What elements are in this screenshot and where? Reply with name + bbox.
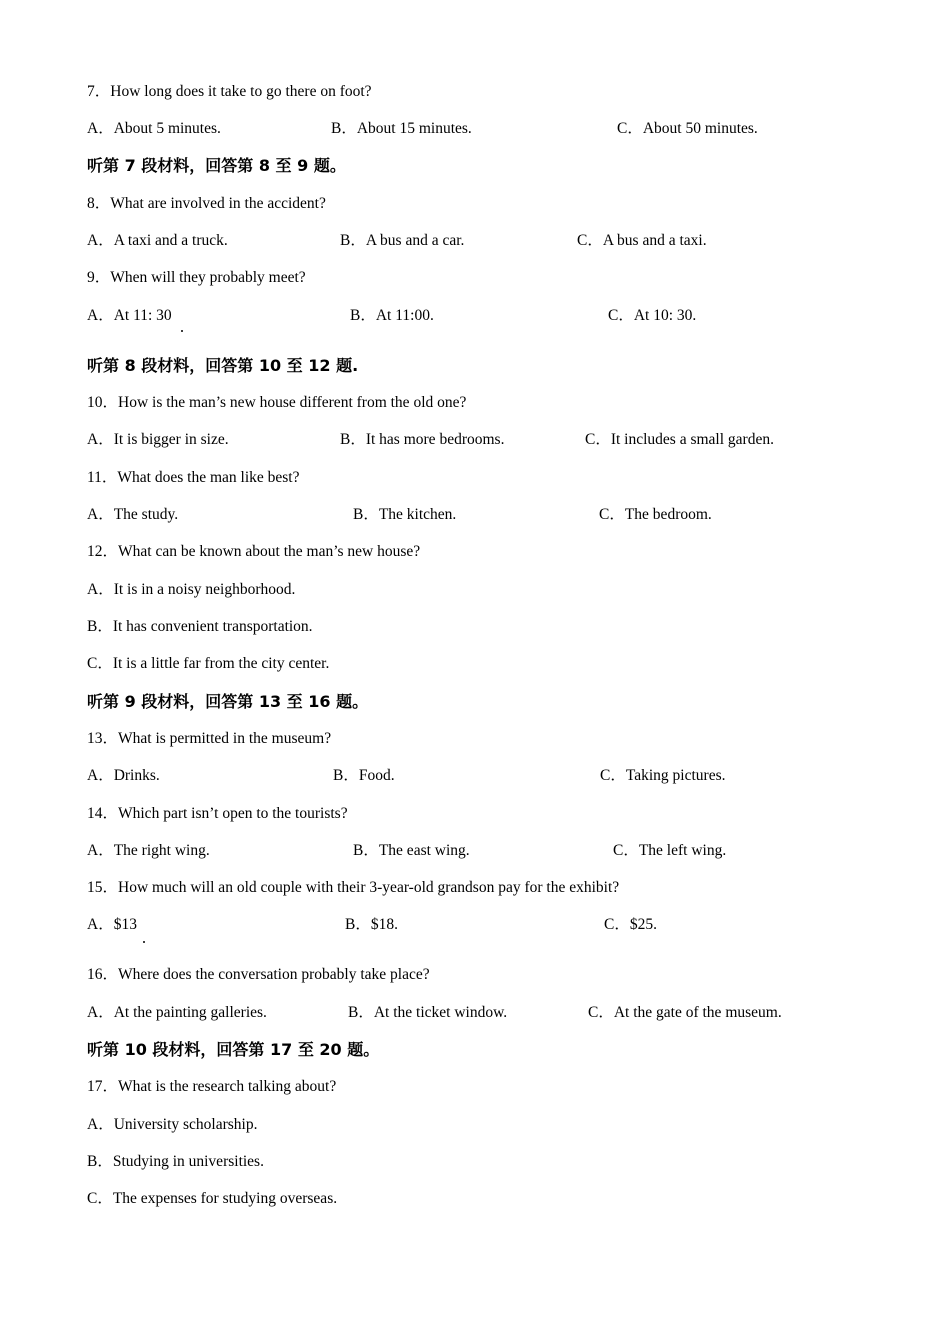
option-c: C．It includes a small garden. <box>585 431 774 448</box>
emphasis-dot <box>181 330 183 332</box>
option-a: A．About 5 minutes. <box>87 120 221 137</box>
option-b: B．$18. <box>345 916 398 933</box>
question-17: 17．What is the research talking about? <box>87 1078 337 1095</box>
section-heading-7: 听第 7 段材料，回答第 8 至 9 题。 <box>87 156 346 175</box>
option-c: C．$25. <box>604 916 657 933</box>
option-b: B．About 15 minutes. <box>331 120 472 137</box>
option-c: C．The left wing. <box>613 842 727 859</box>
question-7: 7．How long does it take to go there on foot? <box>87 83 372 100</box>
option-b: B．At the ticket window. <box>348 1004 508 1021</box>
option-b: B．At 11:00. <box>350 307 434 324</box>
option-a: A．Drinks. <box>87 767 160 784</box>
option-a: A．The right wing. <box>87 842 210 859</box>
question-17-option-a: A．University scholarship. <box>87 1116 258 1133</box>
option-b: B．It has more bedrooms. <box>340 431 505 448</box>
option-a: A．A taxi and a truck. <box>87 232 228 249</box>
question-10: 10．How is the man’s new house different from the old one? <box>87 394 467 411</box>
question-12-option-b: B．It has convenient transportation. <box>87 618 313 635</box>
section-heading-10: 听第 10 段材料，回答第 17 至 20 题。 <box>87 1040 380 1059</box>
option-a: A．The study. <box>87 506 179 523</box>
option-b: B．The kitchen. <box>353 506 457 523</box>
question-17-option-c: C．The expenses for studying overseas. <box>87 1190 338 1207</box>
question-12-option-c: C．It is a little far from the city center. <box>87 655 330 672</box>
option-c: C．The bedroom. <box>599 506 712 523</box>
option-c: C．Taking pictures. <box>600 767 726 784</box>
question-13: 13．What is permitted in the museum? <box>87 730 332 747</box>
section-heading-9: 听第 9 段材料，回答第 13 至 16 题。 <box>87 692 369 711</box>
question-15: 15．How much will an old couple with their 3-year-old grandson pay for the exhibit? <box>87 879 620 896</box>
option-b: B．The east wing. <box>353 842 470 859</box>
question-12: 12．What can be known about the man’s new house? <box>87 543 421 560</box>
option-c: C．A bus and a taxi. <box>577 232 707 249</box>
option-c: C．At 10: 30. <box>608 307 697 324</box>
option-a: A．$13 <box>87 916 137 933</box>
question-16: 16．Where does the conversation probably take place? <box>87 966 430 983</box>
option-b: B．A bus and a car. <box>340 232 465 249</box>
option-c: C．At the gate of the museum. <box>588 1004 782 1021</box>
question-8: 8．What are involved in the accident? <box>87 195 326 212</box>
question-9: 9．When will they probably meet? <box>87 269 306 286</box>
question-11: 11．What does the man like best? <box>87 469 300 486</box>
option-a: A．At the painting galleries. <box>87 1004 267 1021</box>
option-a: A．It is bigger in size. <box>87 431 229 448</box>
emphasis-dot <box>143 941 145 943</box>
section-heading-8: 听第 8 段材料，回答第 10 至 12 题. <box>87 356 359 375</box>
question-14: 14．Which part isn’t open to the tourists? <box>87 805 348 822</box>
question-17-option-b: B．Studying in universities. <box>87 1153 264 1170</box>
option-a: A．At 11: 30 <box>87 307 172 324</box>
option-b: B．Food. <box>333 767 395 784</box>
question-12-option-a: A．It is in a noisy neighborhood. <box>87 581 296 598</box>
option-c: C．About 50 minutes. <box>617 120 758 137</box>
